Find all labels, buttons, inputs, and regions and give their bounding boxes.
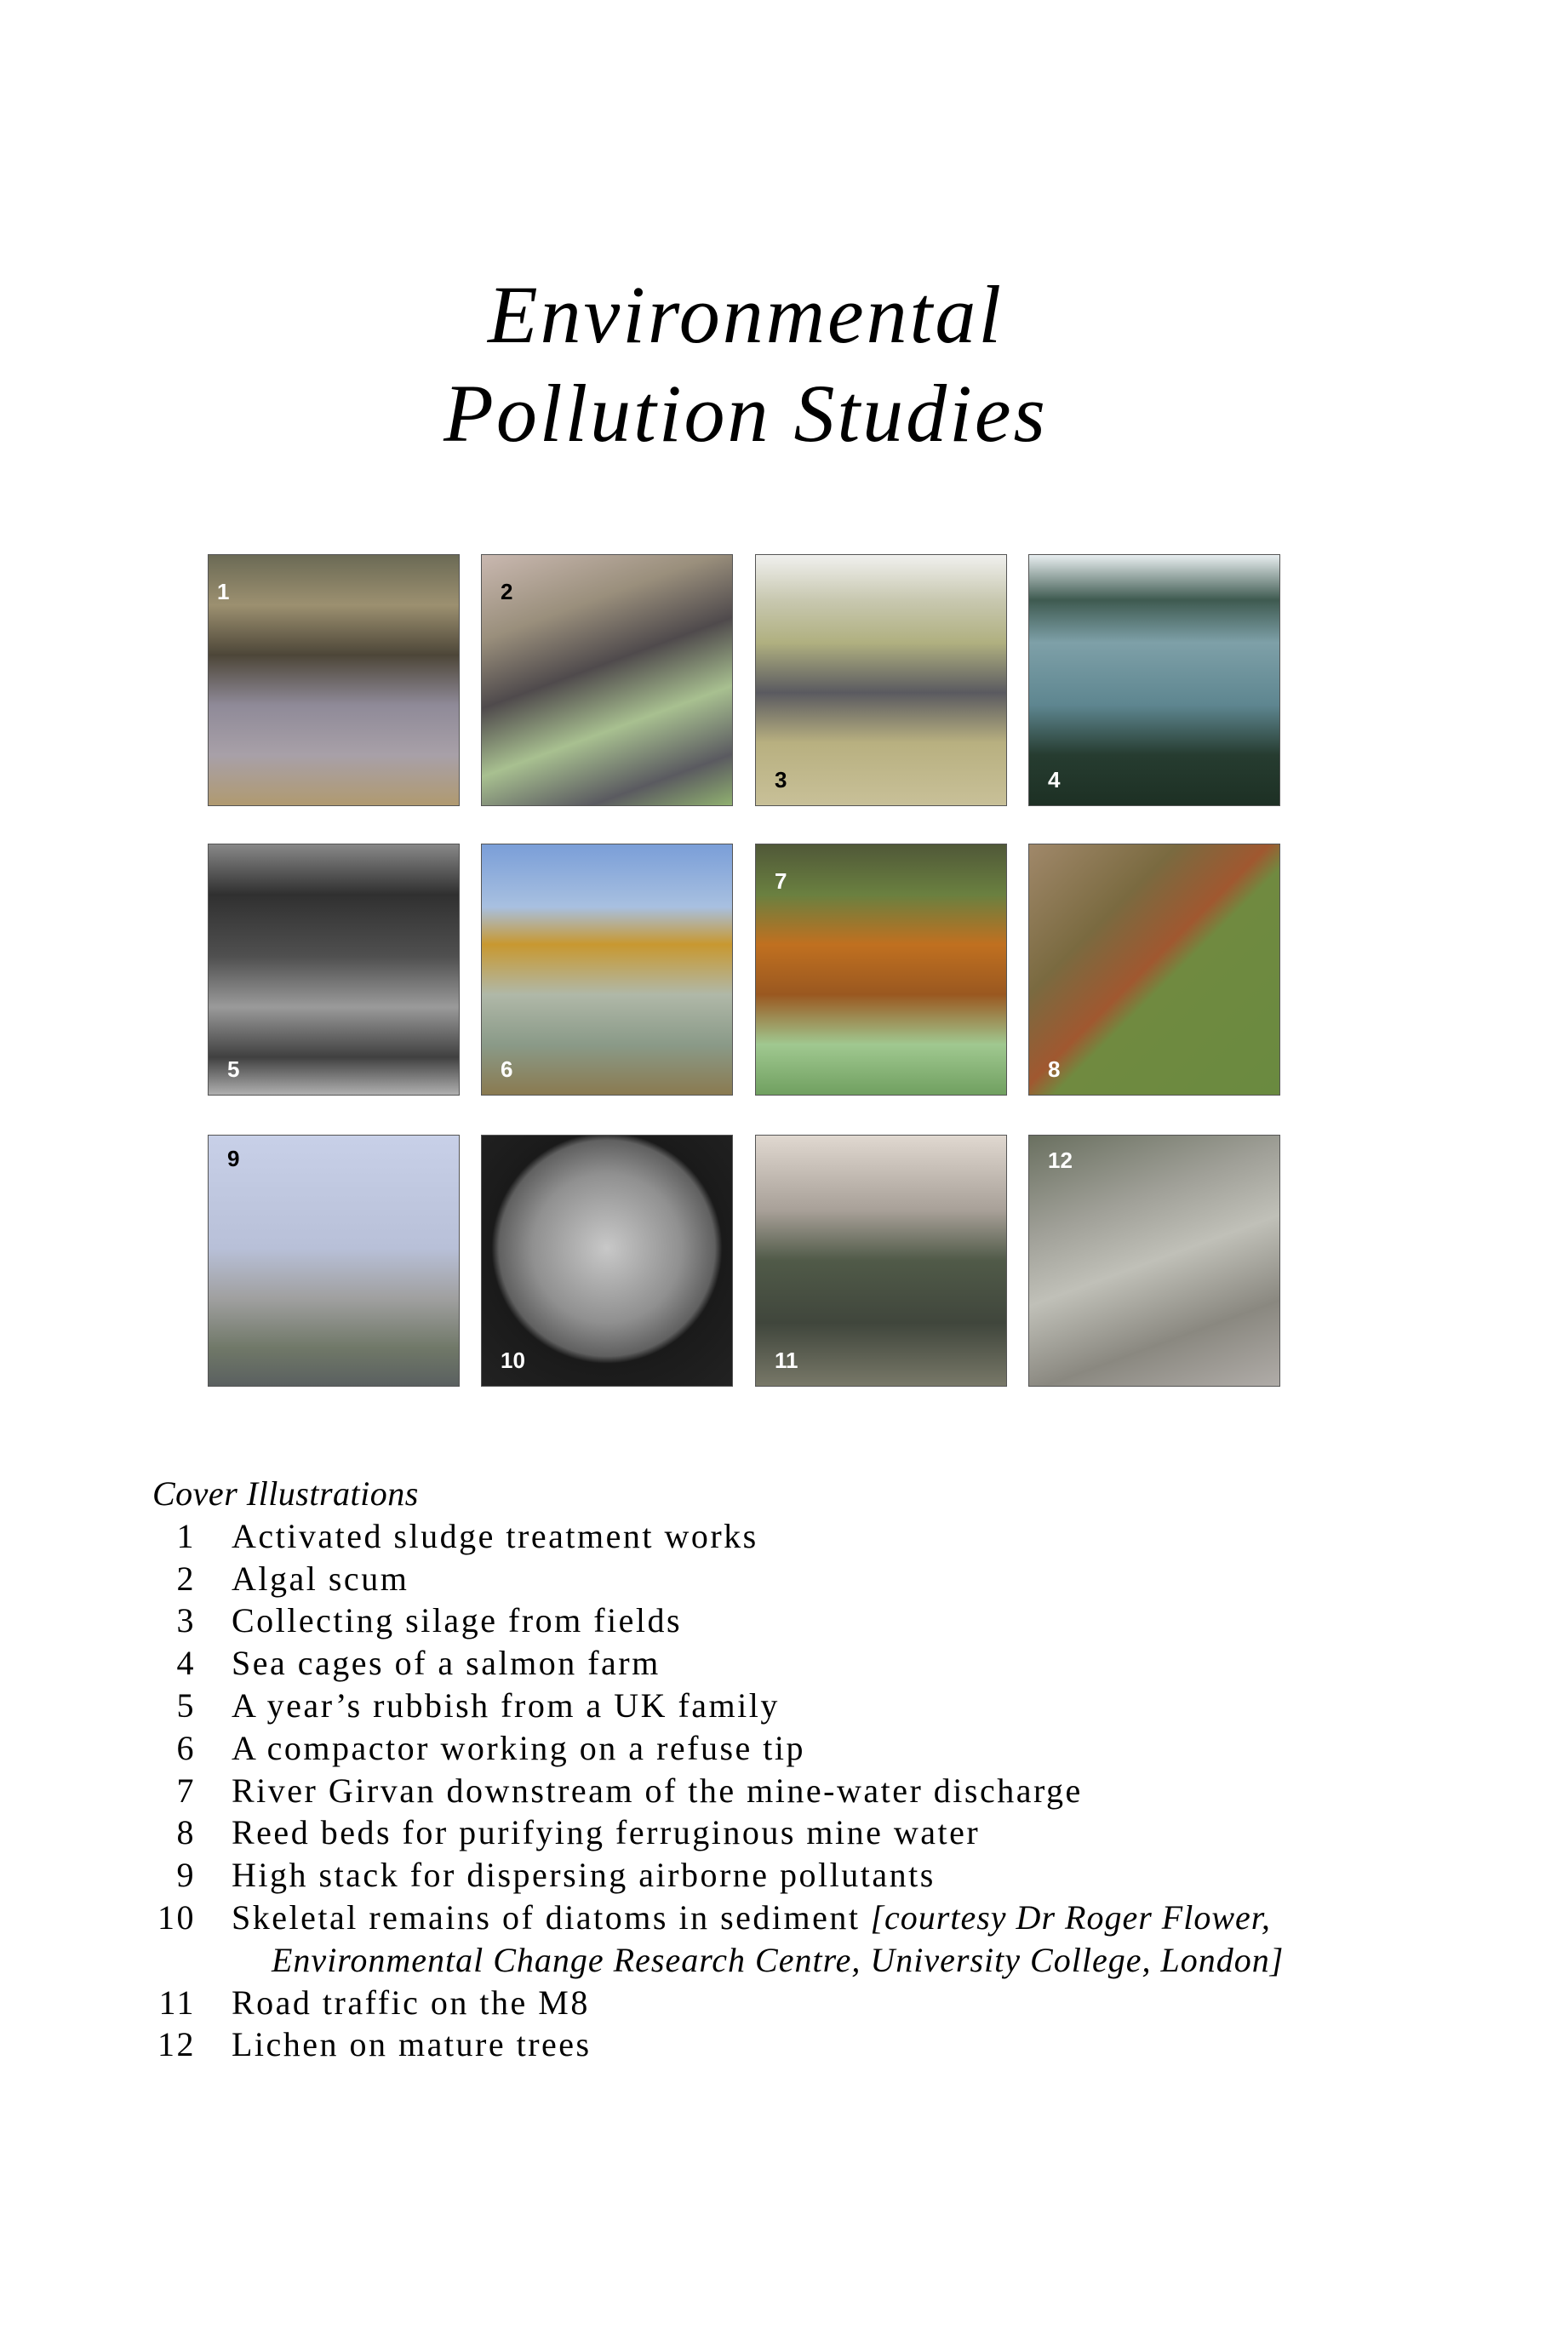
- caption-credit-continued: Environmental Change Research Centre, University College, London]: [272, 1940, 1285, 1979]
- photo-number: 1: [217, 579, 230, 604]
- photo-number: 8: [1048, 1056, 1061, 1082]
- caption-item: [152, 1854, 1284, 1897]
- photo-number: 6: [501, 1056, 513, 1082]
- caption-item: [152, 1982, 1284, 2024]
- caption-item: [152, 2023, 1284, 2066]
- caption-number: 5: [176, 1685, 196, 1725]
- caption-number: 10: [157, 1897, 196, 1937]
- caption-text: Collecting silage from fields: [232, 1601, 683, 1640]
- caption-item: [152, 1642, 1284, 1685]
- photo-number: 10: [501, 1348, 525, 1373]
- caption-number: 3: [176, 1601, 196, 1640]
- cover-photo-4: [1028, 554, 1280, 806]
- cover-photo-2: [481, 554, 733, 806]
- cover-captions: [152, 1473, 1284, 2066]
- caption-number: 2: [176, 1559, 196, 1598]
- photo-number: 3: [775, 767, 787, 793]
- photo-number: 5: [227, 1056, 240, 1082]
- caption-text: Skeletal remains of diatoms in sediment: [232, 1897, 861, 1937]
- caption-item: [152, 1685, 1284, 1727]
- photo-number: 11: [775, 1348, 798, 1373]
- caption-number: 12: [157, 2025, 196, 2064]
- caption-item: [152, 1727, 1284, 1770]
- caption-text: Road traffic on the M8: [232, 1983, 590, 2022]
- caption-number: 4: [176, 1644, 196, 1683]
- caption-item: [152, 1811, 1284, 1854]
- caption-text: Reed beds for purifying ferruginous mine water: [232, 1813, 981, 1852]
- cover-photo-11: [755, 1135, 1007, 1387]
- caption-list: [152, 1515, 1284, 2066]
- caption-text: Activated sludge treatment works: [232, 1516, 758, 1555]
- caption-text: Algal scum: [232, 1559, 409, 1598]
- caption-number: 11: [158, 1983, 196, 2022]
- captions-heading: Cover Illustrations: [152, 1474, 419, 1513]
- photo-number: 4: [1048, 767, 1061, 793]
- cover-photo-7: [755, 844, 1007, 1096]
- caption-text: Lichen on mature trees: [232, 2025, 592, 2064]
- caption-item: [152, 1558, 1284, 1600]
- caption-text: High stack for dispersing airborne pollutants: [232, 1856, 936, 1895]
- caption-number: 8: [176, 1813, 196, 1852]
- caption-text: River Girvan downstream of the mine-water discharge: [232, 1771, 1083, 1810]
- photo-number: 9: [227, 1146, 240, 1171]
- cover-photo-1: [208, 554, 460, 806]
- caption-item: [152, 1770, 1284, 1812]
- caption-text: A compactor working on a refuse tip: [232, 1728, 806, 1767]
- caption-number: 6: [176, 1728, 196, 1767]
- caption-text: A year’s rubbish from a UK family: [232, 1685, 780, 1725]
- cover-photo-8: [1028, 844, 1280, 1096]
- caption-item: [152, 1599, 1284, 1642]
- caption-item: [152, 1515, 1284, 1558]
- cover-photo-12: [1028, 1135, 1280, 1387]
- photo-number: 2: [501, 579, 513, 604]
- caption-number: 7: [176, 1771, 196, 1810]
- cover-photo-9: [208, 1135, 460, 1387]
- cover-photo-6: [481, 844, 733, 1096]
- caption-number: 1: [176, 1516, 196, 1555]
- caption-item: [152, 1897, 1284, 1939]
- title-line-1: Environmental: [488, 269, 1004, 360]
- photo-number: 12: [1048, 1147, 1073, 1173]
- title-line-2: Pollution Studies: [444, 368, 1048, 459]
- cover-photo-10: [481, 1135, 733, 1387]
- cover-photo-3: [755, 554, 1007, 806]
- photo-number: 7: [775, 868, 787, 894]
- caption-credit: [courtesy Dr Roger Flower,: [870, 1897, 1271, 1937]
- cover-photo-5: [208, 844, 460, 1096]
- caption-number: 9: [176, 1856, 196, 1895]
- caption-text: Sea cages of a salmon farm: [232, 1644, 661, 1683]
